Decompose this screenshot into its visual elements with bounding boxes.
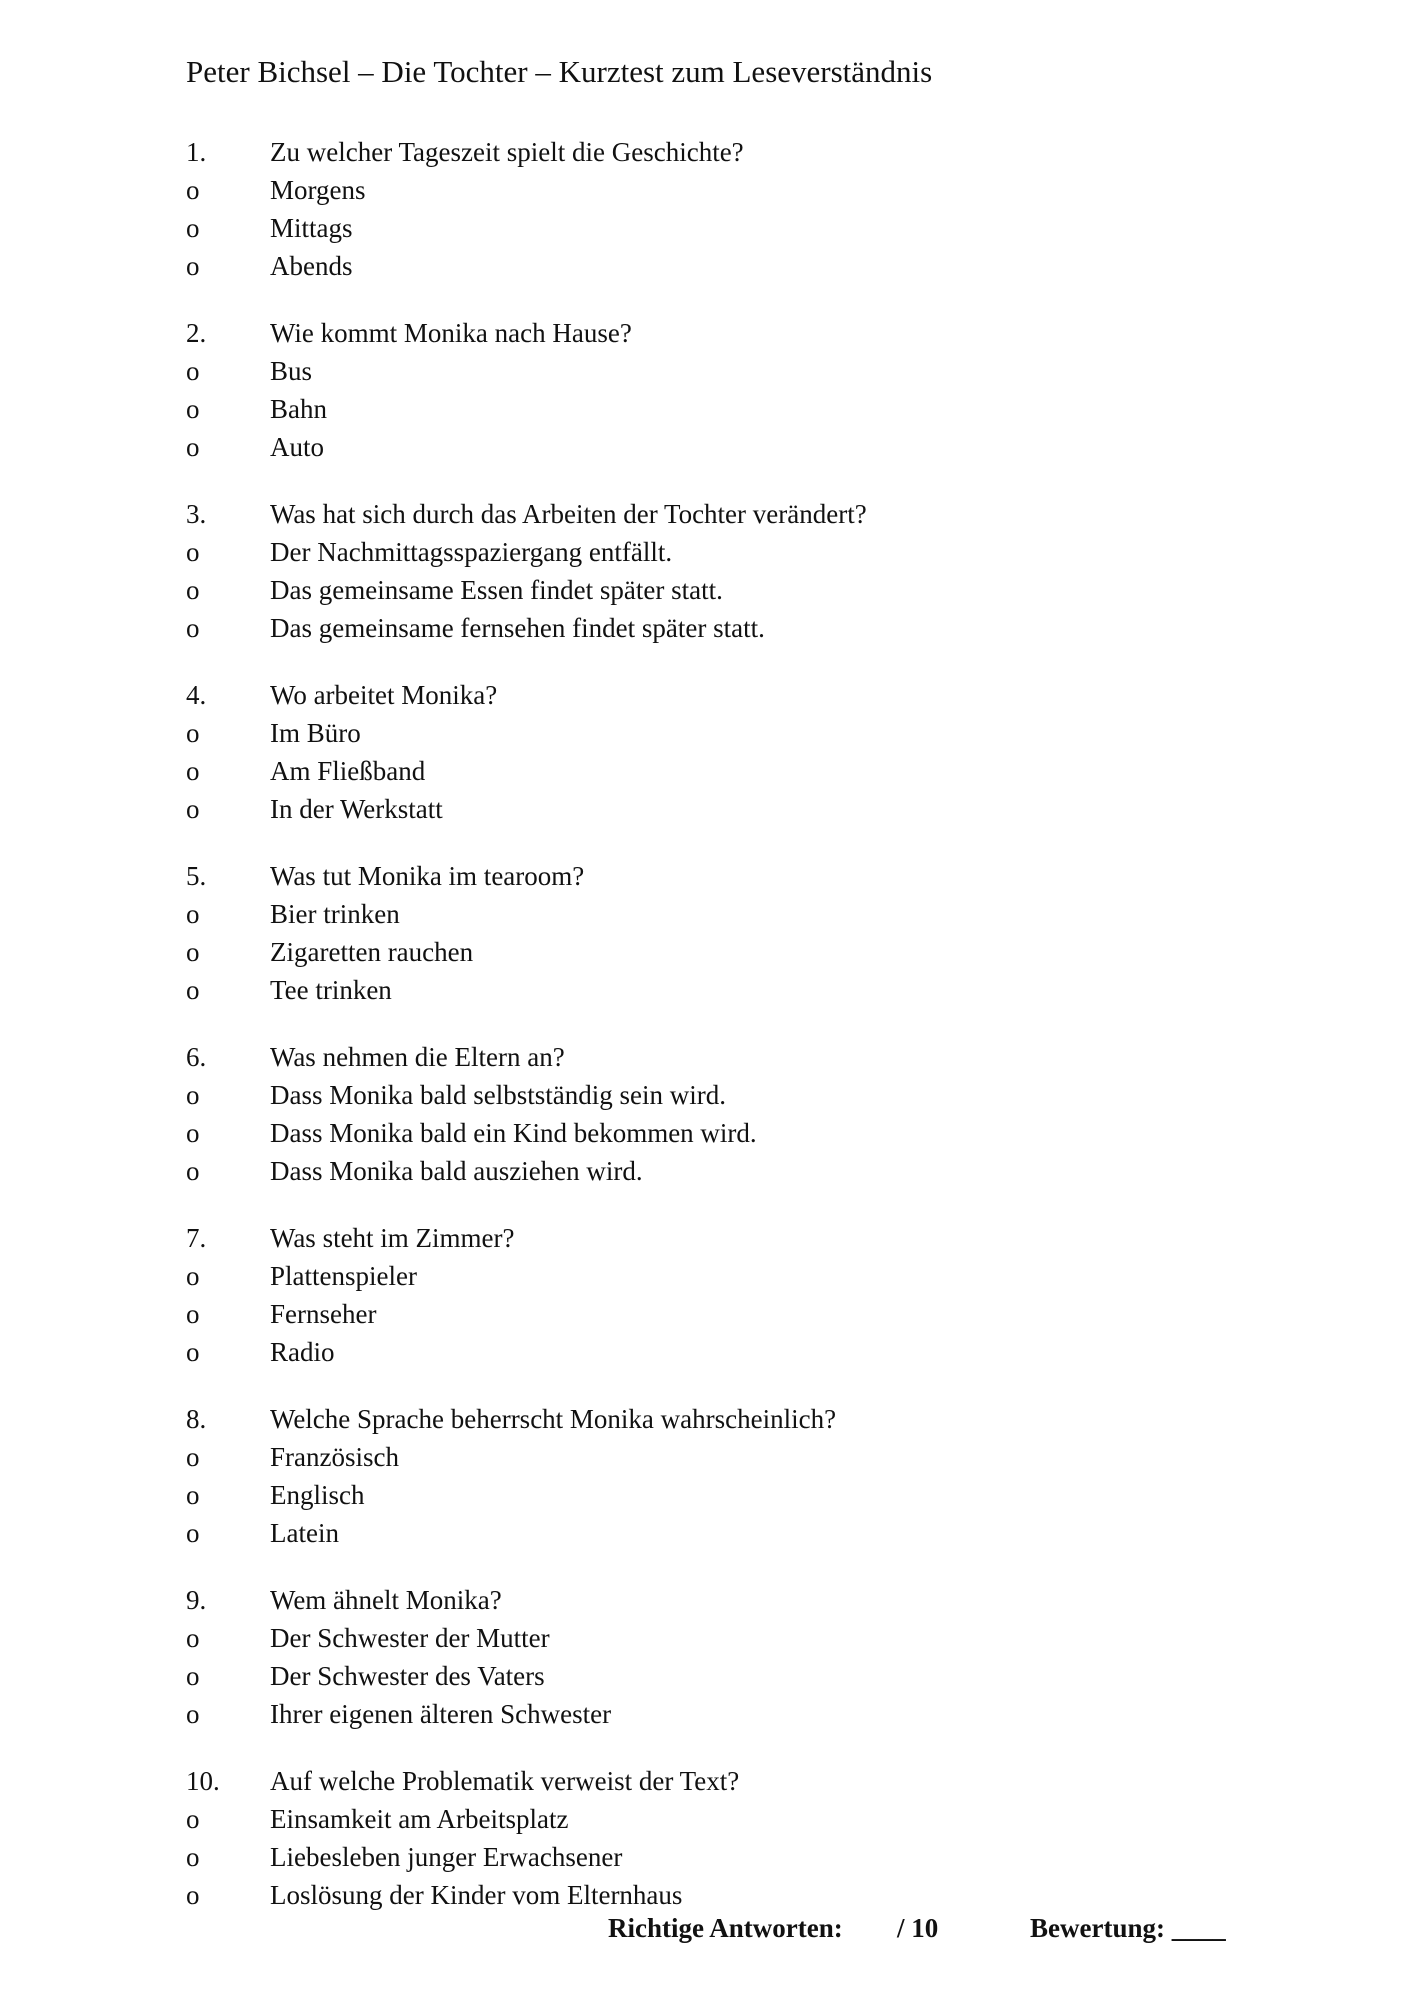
question-block	[186, 1219, 1286, 1371]
option-text: Loslösung der Kinder vom Elternhaus	[270, 1880, 683, 1910]
question-number: 6.	[186, 1042, 207, 1072]
option-checkbox-icon[interactable]: o	[186, 251, 200, 281]
option-text: Tee trinken	[270, 975, 392, 1005]
option-text: Das gemeinsame fernsehen findet später statt.	[270, 613, 765, 643]
answer-option[interactable]	[186, 390, 1286, 428]
option-checkbox-icon[interactable]: o	[186, 975, 200, 1005]
option-text: Auto	[270, 432, 324, 462]
question-line	[186, 1038, 1286, 1076]
answer-option[interactable]	[186, 571, 1286, 609]
option-text: In der Werkstatt	[270, 794, 443, 824]
option-checkbox-icon[interactable]: o	[186, 1623, 200, 1653]
answer-option[interactable]	[186, 1438, 1286, 1476]
option-checkbox-icon[interactable]: o	[186, 394, 200, 424]
answer-option[interactable]	[186, 1838, 1286, 1876]
option-checkbox-icon[interactable]: o	[186, 1880, 200, 1910]
option-checkbox-icon[interactable]: o	[186, 1442, 200, 1472]
option-checkbox-icon[interactable]: o	[186, 1156, 200, 1186]
option-text: Der Schwester der Mutter	[270, 1623, 550, 1653]
answer-option[interactable]	[186, 609, 1286, 647]
option-checkbox-icon[interactable]: o	[186, 1842, 200, 1872]
answer-option[interactable]	[186, 1619, 1286, 1657]
question-block	[186, 857, 1286, 1009]
option-text: Bahn	[270, 394, 327, 424]
option-text: Dass Monika bald ein Kind bekommen wird.	[270, 1118, 757, 1148]
question-block	[186, 1581, 1286, 1733]
question-block	[186, 676, 1286, 828]
option-checkbox-icon[interactable]: o	[186, 899, 200, 929]
question-text: Wem ähnelt Monika?	[270, 1585, 502, 1615]
question-number: 2.	[186, 318, 207, 348]
answer-option[interactable]	[186, 428, 1286, 466]
option-text: Im Büro	[270, 718, 361, 748]
option-checkbox-icon[interactable]: o	[186, 1337, 200, 1367]
answer-option[interactable]	[186, 790, 1286, 828]
option-checkbox-icon[interactable]: o	[186, 1518, 200, 1548]
question-number: 10.	[186, 1766, 220, 1796]
option-text: Am Fließband	[270, 756, 426, 786]
answer-option[interactable]	[186, 1657, 1286, 1695]
question-line	[186, 1219, 1286, 1257]
score-footer	[0, 1908, 1414, 1948]
question-number: 8.	[186, 1404, 207, 1434]
option-text: Mittags	[270, 213, 353, 243]
answer-option[interactable]	[186, 1695, 1286, 1733]
option-text: Radio	[270, 1337, 335, 1367]
option-text: Der Nachmittagsspaziergang entfällt.	[270, 537, 673, 567]
option-text: Der Schwester des Vaters	[270, 1661, 545, 1691]
option-checkbox-icon[interactable]: o	[186, 613, 200, 643]
question-line	[186, 1581, 1286, 1619]
option-checkbox-icon[interactable]: o	[186, 756, 200, 786]
option-checkbox-icon[interactable]: o	[186, 1118, 200, 1148]
option-checkbox-icon[interactable]: o	[186, 1480, 200, 1510]
option-checkbox-icon[interactable]: o	[186, 175, 200, 205]
answer-option[interactable]	[186, 895, 1286, 933]
option-text: Bus	[270, 356, 313, 386]
option-checkbox-icon[interactable]: o	[186, 575, 200, 605]
question-number: 9.	[186, 1585, 207, 1615]
option-text: Plattenspieler	[270, 1261, 417, 1291]
option-checkbox-icon[interactable]: o	[186, 213, 200, 243]
answer-option[interactable]	[186, 1800, 1286, 1838]
option-checkbox-icon[interactable]: o	[186, 1299, 200, 1329]
question-text: Was steht im Zimmer?	[270, 1223, 515, 1253]
question-text: Zu welcher Tageszeit spielt die Geschichte?	[270, 137, 744, 167]
answer-option[interactable]	[186, 209, 1286, 247]
score-total: / 10	[897, 1913, 939, 1943]
option-checkbox-icon[interactable]: o	[186, 1699, 200, 1729]
option-text: Abends	[270, 251, 353, 281]
question-line	[186, 495, 1286, 533]
answer-option[interactable]	[186, 1514, 1286, 1552]
question-line	[186, 857, 1286, 895]
question-text: Welche Sprache beherrscht Monika wahrscheinlich?	[270, 1404, 837, 1434]
option-text: Fernseher	[270, 1299, 377, 1329]
answer-option[interactable]	[186, 1114, 1286, 1152]
option-text: Liebesleben junger Erwachsener	[270, 1842, 623, 1872]
option-text: Englisch	[270, 1480, 365, 1510]
question-text: Auf welche Problematik verweist der Text?	[270, 1766, 740, 1796]
option-checkbox-icon[interactable]: o	[186, 537, 200, 567]
question-text: Was hat sich durch das Arbeiten der Tochter verändert?	[270, 499, 867, 529]
question-number: 7.	[186, 1223, 207, 1253]
question-block	[186, 1762, 1286, 1914]
question-block	[186, 314, 1286, 466]
option-checkbox-icon[interactable]: o	[186, 1804, 200, 1834]
option-text: Latein	[270, 1518, 339, 1548]
option-checkbox-icon[interactable]: o	[186, 1080, 200, 1110]
question-block	[186, 133, 1286, 285]
question-list	[186, 133, 1286, 1943]
option-checkbox-icon[interactable]: o	[186, 432, 200, 462]
option-checkbox-icon[interactable]: o	[186, 356, 200, 386]
option-text: Bier trinken	[270, 899, 400, 929]
answer-option[interactable]	[186, 971, 1286, 1009]
option-checkbox-icon[interactable]: o	[186, 937, 200, 967]
option-checkbox-icon[interactable]: o	[186, 718, 200, 748]
option-text: Ihrer eigenen älteren Schwester	[270, 1699, 612, 1729]
question-block	[186, 495, 1286, 647]
answer-option[interactable]	[186, 1333, 1286, 1371]
option-checkbox-icon[interactable]: o	[186, 1661, 200, 1691]
answer-option[interactable]	[186, 171, 1286, 209]
option-text: Dass Monika bald selbstständig sein wird.	[270, 1080, 726, 1110]
correct-answers-label: Richtige Antworten:	[608, 1913, 843, 1943]
question-text: Was nehmen die Eltern an?	[270, 1042, 565, 1072]
option-text: Morgens	[270, 175, 366, 205]
question-block	[186, 1400, 1286, 1552]
option-text: Dass Monika bald ausziehen wird.	[270, 1156, 643, 1186]
question-line	[186, 1762, 1286, 1800]
answer-option[interactable]	[186, 752, 1286, 790]
question-number: 5.	[186, 861, 207, 891]
option-checkbox-icon[interactable]: o	[186, 1261, 200, 1291]
answer-option[interactable]	[186, 533, 1286, 571]
option-text: Einsamkeit am Arbeitsplatz	[270, 1804, 569, 1834]
answer-option[interactable]	[186, 1152, 1286, 1190]
question-line	[186, 133, 1286, 171]
grade-field[interactable]: Bewertung: ____	[1030, 1913, 1226, 1943]
answer-option[interactable]	[186, 352, 1286, 390]
question-text: Wie kommt Monika nach Hause?	[270, 318, 632, 348]
question-number: 3.	[186, 499, 207, 529]
question-text: Was tut Monika im tearoom?	[270, 861, 585, 891]
answer-option[interactable]	[186, 1295, 1286, 1333]
answer-option[interactable]	[186, 1476, 1286, 1514]
question-line	[186, 314, 1286, 352]
question-number: 1.	[186, 137, 207, 167]
answer-option[interactable]	[186, 933, 1286, 971]
question-block	[186, 1038, 1286, 1190]
question-line	[186, 1400, 1286, 1438]
question-line	[186, 676, 1286, 714]
question-number: 4.	[186, 680, 207, 710]
option-text: Französisch	[270, 1442, 399, 1472]
option-text: Das gemeinsame Essen findet später statt.	[270, 575, 723, 605]
question-text: Wo arbeitet Monika?	[270, 680, 498, 710]
option-checkbox-icon[interactable]: o	[186, 794, 200, 824]
option-text: Zigaretten rauchen	[270, 937, 474, 967]
answer-option[interactable]	[186, 1076, 1286, 1114]
answer-option[interactable]	[186, 714, 1286, 752]
answer-option[interactable]	[186, 247, 1286, 285]
answer-option[interactable]	[186, 1257, 1286, 1295]
page-title: Peter Bichsel – Die Tochter – Kurztest zum Leseverständnis	[186, 54, 933, 89]
